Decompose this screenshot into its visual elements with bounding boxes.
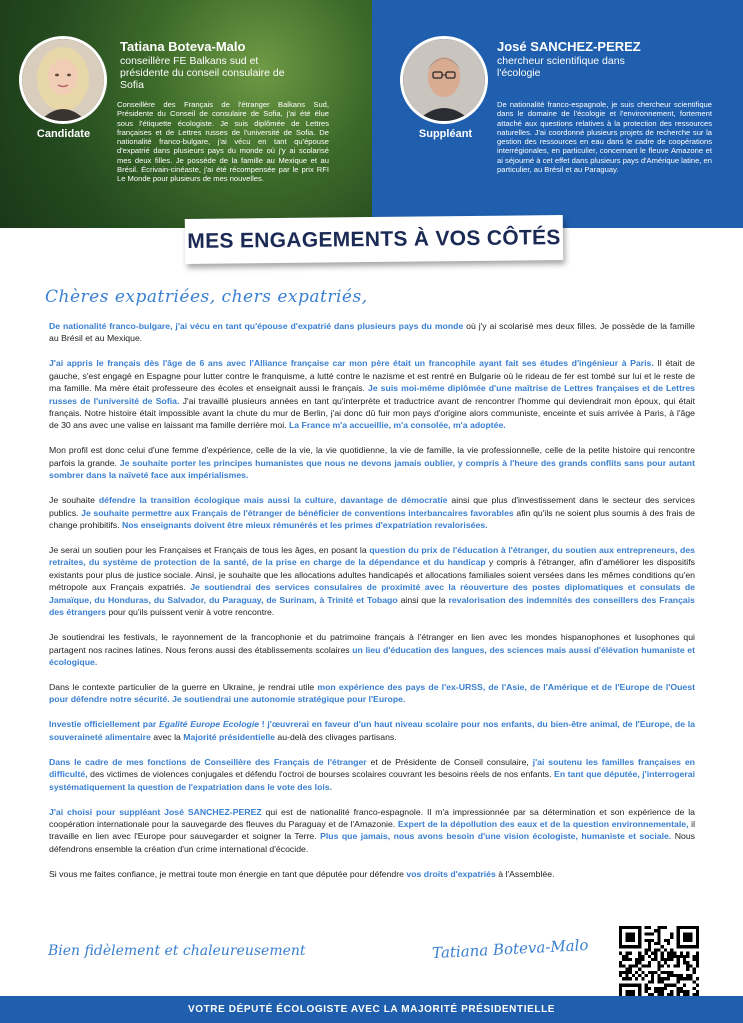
text: à l'Assemblée.	[495, 868, 555, 879]
highlight: Nos enseignants doivent être mieux rémunérés et les primes d'expatriation revalorisées.	[121, 520, 488, 531]
substitute-photo	[400, 36, 488, 124]
substitute-role: Suppléant	[418, 128, 473, 140]
highlight: Egalité Europe Ecologie	[159, 719, 260, 730]
candidate-bio: Conseillère des Français de l'étranger Balkans Sud, Présidente du Conseil de consulaire de Sofia, j'ai été élue sous l'étiquette écologiste. Je suis diplômée de Lettres françaises et de Lettres russes de l'université de Sofia. De nationalité franco-bulgare, j'ai vécu en tant qu'épouse d'expatrié dans plusieurs pays du monde où j'y ai scolarisé mes deux filles. Je possède de la famille au Mexique et au Brésil. Écrivain-cinéaste, j'ai été récompensée par le prix RFI Le Monde pour plusieurs de mes nouvelles.	[117, 100, 329, 184]
text: Il était de gauche, s'est engagé en Espagne pour lutter contre le franquisme, a lutté contre le nazisme et est rentré en Bulgarie où le rideau de fer est tombé sur lui et le reste de ma famille. Ma mère était professeure des écoles et enseignait aussi le français.	[49, 358, 695, 394]
text: Je soutiendrai les festivals, le rayonnement de la francophonie et du patrimoine français à l'étranger en lien avec les mondes hispanophones et lusophones qui partagent nos racines latines. Nous ferons aussi des établissements scolaires	[49, 632, 695, 655]
closing-line: Bien fidèlement et chaleureusement	[48, 943, 306, 959]
paragraph	[49, 494, 695, 531]
paragraph	[49, 444, 695, 481]
highlight: Expert de la dépollution des eaux et de la question environnementale,	[397, 818, 689, 829]
paragraph	[49, 806, 695, 856]
text: où j'y ai scolarisé mes deux filles. Je possède de la famille au Brésil et au Mexique.	[49, 321, 695, 344]
text: des victimes de violences conjugales et défendu l'octroi de bourses scolaires couvrant les besoins réels de nos enfants.	[87, 769, 555, 780]
text: il travaille en lien avec l'Europe pour sauvegarder et soigner la Terre.	[49, 818, 695, 842]
text: ainsi que la	[397, 594, 449, 605]
text: afin qu'ils ne soient plus soumis à des frais de change prohibitifs.	[49, 507, 695, 531]
substitute-panel	[372, 0, 743, 228]
paragraph	[49, 544, 695, 618]
text: Je souhaite	[49, 495, 99, 506]
text: ainsi que plus d'investissement dans le secteur des services publics.	[49, 495, 695, 518]
highlight: question du prix de l'éducation à l'étranger, du soutien aux entrepreneurs, des retraites, du système de protection de la santé, de la prise en charge de la dépendance et du handicap	[49, 545, 695, 568]
highlight: défendre la transition écologique mais aussi la culture, davantage de démocratie	[98, 495, 448, 506]
highlight: un lieu d'éducation des langues, des sciences mais aussi d'élévation humaniste et écologique.	[49, 644, 695, 667]
paragraph	[49, 756, 695, 793]
paragraph	[49, 320, 695, 345]
text: Si vous me faites confiance, je mettrai toute mon énergie en tant que députée pour défendre	[49, 868, 407, 879]
candidate-subtitle: conseillère FE Balkans sud et présidente du conseil consulaire de Sofia	[120, 55, 285, 91]
text: Dans le contexte particulier de la guerre en Ukraine, je rendrai utile	[49, 681, 318, 692]
highlight: Je souhaite porter les principes humanistes que nous ne devons jamais oublier, y compris à l'heure des grands conflits sans pour autant sombrer dans la naïveté face aux impérialismes.	[49, 457, 695, 481]
highlight: ! j'œuvrerai en faveur d'un haut niveau scolaire pour nos enfants, du bien-être animal, de l'Europe, de la souveraineté alimentaire	[49, 719, 695, 742]
highlight: Plus que jamais, nous avons besoin d'une vision écologiste, humaniste et sociale.	[320, 831, 672, 842]
paragraph	[49, 631, 695, 668]
candidate-name: Tatiana Boteva-Malo	[120, 39, 246, 54]
substitute-name: José SANCHEZ-PEREZ	[497, 39, 641, 54]
signature: Tatiana Boteva-Malo	[431, 935, 589, 963]
highlight: En tant que députée, j'interrogerai systématiquement la question de l'expatriation dans le vote des lois.	[49, 769, 695, 792]
highlight: vos droits d'expatriés	[406, 868, 496, 879]
text: pour qu'ils puissent venir à votre rencontre.	[105, 607, 275, 618]
highlight: Dans le cadre de mes fonctions de Conseillère des Français de l'étranger	[49, 756, 367, 767]
highlight: mon expérience des pays de l'ex-URSS, de l'Asie, de l'Amérique et de l'Europe de l'Ouest pour défendre notre sécurité. Je soutiendrai une autonomie stratégique pour l'Europe.	[49, 681, 695, 705]
text: au-delà des clivages partisans.	[274, 731, 397, 742]
text: J'ai travaillé plusieurs années en tant qu'interprète et traductrice avant de rencontrer l'homme qui deviendrait mon époux, qui était français. Notre histoire était impossible avant la chute du mur de Berlin, j'ai donc dû fuir mon pays d'origine alors communiste, enceinte et suis arrivée à Paris, à l'âge de 30 ans avec une valise en laissant ma famille derrière moi.	[49, 395, 696, 431]
substitute-subtitle: chercheur scientifique dans l'écologie	[497, 55, 625, 79]
highlight: J'ai choisi pour suppléant José SANCHEZ-PEREZ	[49, 806, 262, 817]
text: qui est de nationalité franco-espagnole. Il m'a impressionnée par sa détermination et son expérience de la coopération internationale pour la sauvegarde des fleuves du Paraguay et de l'Amazonie.	[49, 806, 696, 829]
highlight: De nationalité franco-bulgare, j'ai vécu en tant qu'épouse d'expatrié dans plusieurs pays du monde	[49, 321, 464, 331]
text: Je serai un soutien pour les Françaises et Français de tous les âges, en posant la	[49, 545, 370, 556]
highlight: Je souhaite permettre aux Français de l'étranger de bénéficier de conventions interbancaires favorables	[81, 507, 514, 518]
highlight: j'ai soutenu les familles françaises en difficulté,	[49, 756, 695, 780]
engagements-banner	[185, 215, 563, 264]
footer-slogan: VOTRE DÉPUTÉ ÉCOLOGISTE AVEC LA MAJORITÉ PRÉSIDENTIELLE	[187, 1004, 556, 1015]
highlight: Je suis moi-même diplômée d'une maîtrise de Lettres françaises et de Lettres russes de l'université de Sofia.	[49, 383, 696, 406]
header-panels	[0, 0, 743, 228]
text: avec la	[150, 731, 184, 742]
highlight: Majorité présidentielle	[183, 731, 275, 742]
text: y compris à l'étranger, afin d'améliorer les dispositifs existants pour plus de justice sociale. Ainsi, je souhaite que les allocations adultes handicapés et allocations familiales soient versées dans les mêmes conditions qu'en métropole aux Français expatriés.	[49, 557, 695, 593]
qr-code[interactable]	[619, 926, 699, 1006]
highlight: J'ai appris le français dès l'âge de 6 ans avec l'Alliance française car mon père était un francophile ayant fait ses études d'ingénieur à Paris.	[49, 358, 654, 369]
highlight: revalorisation des indemnités des conseillers des Français des étrangers	[49, 594, 696, 618]
highlight: Je soutiendrai des services consulaires de proximité avec la réouverture des postes diplomatiques et consulats de Jamaïque, du Honduras, du Salvador, du Paraguay, de Surinam, à Trinité et Tobago	[49, 582, 695, 605]
candidate-role: Candidate	[36, 128, 91, 140]
paragraph	[49, 357, 695, 431]
banner-title: MES ENGAGEMENTS À VOS CÔTÉS	[187, 225, 561, 253]
paragraph	[49, 718, 695, 743]
footer-bar	[0, 996, 743, 1023]
paragraph	[49, 868, 695, 880]
paragraph	[49, 681, 695, 706]
letter-body	[49, 320, 695, 893]
candidate-panel	[0, 0, 372, 228]
salutation: Chères expatriées, chers expatriés,	[45, 287, 368, 307]
substitute-bio: De nationalité franco-espagnole, je suis chercheur scientifique dans le domaine de l'écologie et l'environnement, fortement attaché aux questions relatives à la protection des ressources naturelles. J'ai coordonné plusieurs projets de recherche sur la gestion des ressources en eau dans le cadre de coopérations interrégionales, en particulier, concernant le fleuve Amazone et ai séjourné à cet effet dans plusieurs pays d'Amérique latine, en particulier, au Brésil et au Paraguay.	[497, 100, 712, 175]
highlight: Investie officiellement par	[49, 719, 160, 730]
text: et de Présidente de Conseil consulaire,	[366, 756, 533, 767]
text: Nous défendrons ensemble la création d'un crime international d'écocide.	[49, 831, 695, 854]
text: Mon profil est donc celui d'une femme d'expérience, celle de la vie, la vie quotidienne, la vie de famille, la vie professionnelle, celle de la petite histoire qui rencontre parfois la grande.	[49, 445, 695, 468]
candidate-photo	[19, 36, 107, 124]
highlight: La France m'a accueillie, m'a consolée, m'a adoptée.	[289, 420, 506, 431]
qr-code-graphic	[619, 926, 699, 1006]
